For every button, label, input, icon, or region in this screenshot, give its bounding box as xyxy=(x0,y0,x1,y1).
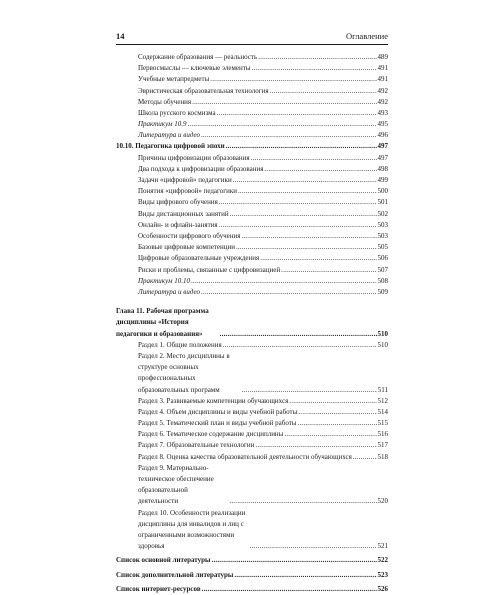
toc-section-entry: Раздел 5. Тематический план и виды учебной работы ..... 515 xyxy=(116,418,388,429)
page-number: 14 xyxy=(116,31,125,41)
toc-entry: Школа русского космизма ..... 493 xyxy=(116,108,388,119)
toc-entry: Причины цифровизации образования ..... 497 xyxy=(116,153,388,164)
running-header xyxy=(116,30,388,44)
toc-bibliography-entry: Список дополнительной литературы ..... 523 xyxy=(116,570,388,581)
toc-entry: Онлайн- и офлайн-занятия ..... 503 xyxy=(116,220,388,231)
toc-entry: Методы обучения ..... 492 xyxy=(116,97,388,108)
toc-entry-practicum: Практикум 10.10 ..... 508 xyxy=(116,276,388,287)
toc-bibliography-entry: Список интернет-ресурсов ..... 526 xyxy=(116,584,388,595)
toc-entry: Понятия «цифровой» педагогики ..... 500 xyxy=(116,186,388,197)
toc-section-entry: Раздел 2. Место дисциплины в структуре основных профессиональных образовательных программ ..... 511 xyxy=(116,351,388,396)
toc-entry: Два подхода к цифровизации образования ..... 498 xyxy=(116,164,388,175)
toc-entry: Цифровые образовательные учреждения ..... 506 xyxy=(116,253,388,264)
running-title: Оглавление xyxy=(346,31,388,41)
toc-entry: Риски и проблемы, связанные с цифровизацией ..... 507 xyxy=(116,265,388,276)
toc-entry-practicum: Практикум 10.9 ..... 495 xyxy=(116,119,388,130)
toc-chapter-heading: Глава 11. Рабочая программа дисциплины «История педагогики и образования» ..... 510 xyxy=(116,306,388,340)
toc-section-heading: 10.10. Педагогика цифровой эпохи ..... 497 xyxy=(116,142,388,153)
toc-entry-literature: Литература и видео ..... 496 xyxy=(116,130,388,141)
toc-section-entry: Раздел 4. Объем дисциплины и виды учебной работы ..... 514 xyxy=(116,407,388,418)
toc-entry: Базовые цифровые компетенции ..... 505 xyxy=(116,242,388,253)
toc-section-entry: Раздел 7. Образовательные технологии ..... 517 xyxy=(116,440,388,451)
toc-entry-literature: Литература и видео ..... 509 xyxy=(116,287,388,298)
toc-section-entry: Раздел 8. Оценка качества образовательной деятельности обучающихся ..... 518 xyxy=(116,452,388,463)
toc-entry: Первосмыслы — ключевые элементы ..... 491 xyxy=(116,63,388,74)
toc-entry: Виды цифрового обучения ..... 501 xyxy=(116,197,388,208)
toc-section-entry: Раздел 1. Общие положения ..... 510 xyxy=(116,340,388,351)
table-of-contents xyxy=(116,52,388,595)
toc-entry: Задачи «цифровой» педагогики ..... 499 xyxy=(116,175,388,186)
toc-entry: Эвристическая образовательная технология ..... 492 xyxy=(116,86,388,97)
toc-section-entry: Раздел 6. Тематическое содержание дисциплины ..... 516 xyxy=(116,429,388,440)
toc-entry: Особенности цифрового обучения ..... 503 xyxy=(116,231,388,242)
toc-entry: Содержание образования — реальность ..... 489 xyxy=(116,52,388,63)
toc-section-entry: Раздел 10. Особенности реализации дисциплины для инвалидов и лиц с ограниченными возможностями здоровья ..... 521 xyxy=(116,508,388,553)
toc-section-entry: Раздел 9. Материально-техническое обеспечение образовательной деятельности ..... 520 xyxy=(116,463,388,508)
toc-entry: Виды дистанционных занятий ..... 502 xyxy=(116,209,388,220)
toc-entry: Учебные метапредметы ..... 491 xyxy=(116,74,388,85)
toc-bibliography-entry: Список основной литературы ..... 522 xyxy=(116,555,388,566)
header-rule xyxy=(116,44,388,45)
toc-section-entry: Раздел 3. Развиваемые компетенции обучающихся ..... 512 xyxy=(116,396,388,407)
